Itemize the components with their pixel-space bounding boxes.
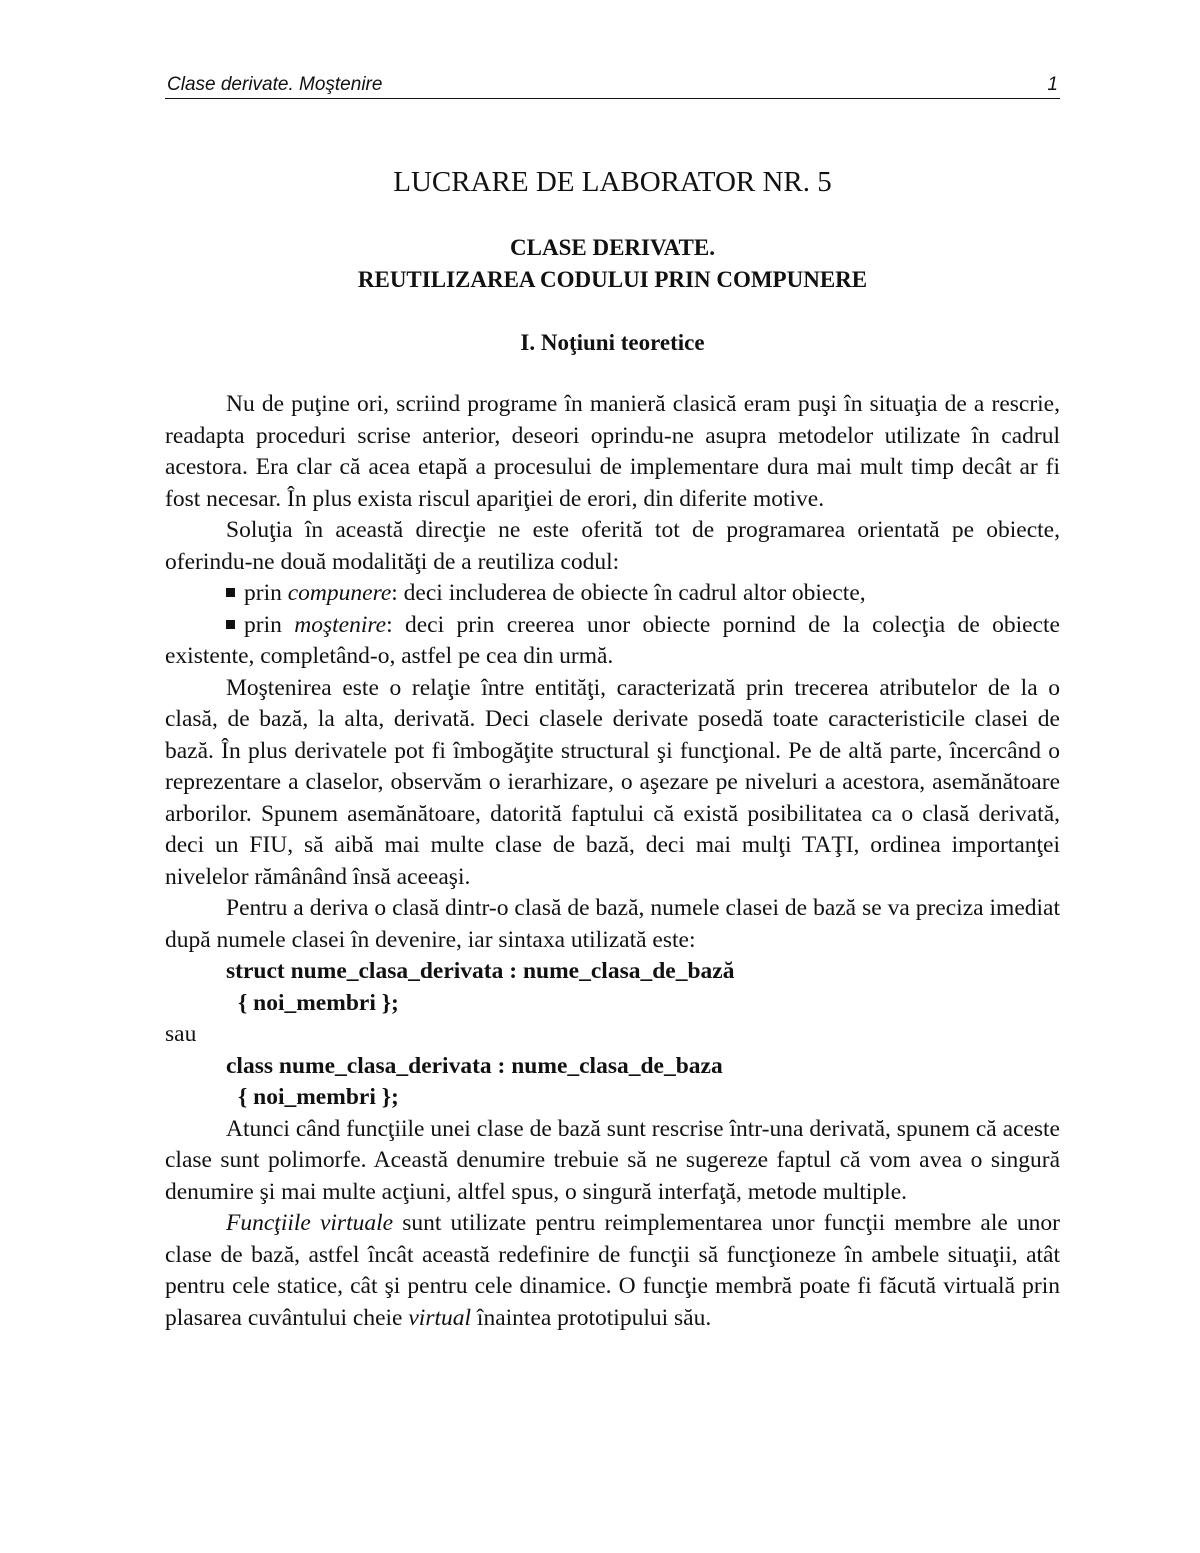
bullet-square-icon: [226, 620, 235, 629]
bullet-square-icon: [226, 588, 235, 597]
page-number: 1: [1047, 74, 1058, 95]
code-class-line-1: class nume_clasa_derivata : nume_clasa_de_baza: [226, 1052, 723, 1079]
section-heading: I. Noţiuni teoretice: [520, 330, 705, 355]
keyword-virtual: virtual: [408, 1304, 472, 1331]
bullet-compunere: prin compunere: deci includerea de obiecte în cadrul altor obiecte,: [165, 578, 1060, 610]
code-struct-line-1: struct nume_clasa_derivata : nume_clasa_de_bază: [226, 958, 735, 984]
sau-text: sau: [165, 1021, 197, 1047]
code-struct-line-2: { noi_membri };: [238, 989, 399, 1016]
lab-title: LUCRARE DE LABORATOR NR. 5: [393, 166, 832, 198]
subtitle-line-2: REUTILIZAREA CODULUI PRIN COMPUNERE: [357, 267, 868, 292]
term-compunere: compunere: [287, 580, 392, 606]
paragraph-6: Funcţiile virtuale sunt utilizate pentru reimplementarea unor funcţii membre ale unor clase de bază, astfel încât această redefinire de funcţii să funcţioneze în ambele situaţii, atât pentru cele statice, cât şi pentru cele dinamice. O funcţie membră poate fi făcută virtuală prin plasarea cuvântului cheie virtual înaintea prototipului său.: [165, 1210, 1060, 1331]
code-class-line-2: { noi_membri };: [238, 1084, 399, 1110]
chapter-subtitle: [165, 232, 1060, 296]
paragraph-2: Soluţia în această direcţie ne este oferită tot de programarea orientată pe obiecte, oferindu-ne două modalităţi de a reutiliza codul:: [165, 517, 1060, 575]
subtitle-line-1: CLASE DERIVATE.: [510, 235, 715, 260]
paragraph-3: Moştenirea este o relaţie între entităţi, caracterizată prin trecerea atributelor de la o clasă, de bază, la alta, derivată. Deci clasele derivate posedă toate caracteristicile clasei de bază. În plus derivatele pot fi îmbogăţite structural şi funcţional. Pe de altă parte, încercând o reprezentare a claselor, observăm o ierarhizare, o aşezare pe niveluri a acestora, asemănătoare arborilor. Spunem asemănătoare, datorită faptului că există posibilitatea ca o clasă derivată, deci un FIU, să aibă mai multe clase de bază, deci mai mulţi TAŢI, ordinea importanţei nivelelor rămânând însă aceeaşi.: [165, 674, 1060, 890]
term-mostenire: moştenire: [294, 611, 387, 638]
body-text: [165, 389, 1060, 1334]
term-functii-virtuale: Funcţiile virtuale: [226, 1210, 394, 1236]
paragraph-5: Atunci când funcţiile unei clase de bază sunt rescrise într-una derivată, spunem că aceste clase sunt polimorfe. Această denumire trebuie să ne sugereze faptul că vom avea o singură denumire şi mai multe acţiuni, altfel spus, o singură interfaţă, metode multiple.: [165, 1115, 1060, 1205]
paragraph-4: Pentru a deriva o clasă dintr-o clasă de bază, numele clasei de bază se va preciza imediat după numele clasei în devenire, iar sintaxa utilizată este:: [165, 895, 1060, 953]
bullet-mostenire: prin moştenire: deci prin creerea unor obiecte pornind de la colecţia de obiecte existente, completând-o, astfel pe cea din urmă.: [165, 611, 1060, 669]
paragraph-1: Nu de puţine ori, scriind programe în manieră clasică eram puşi în situaţia de a rescrie, readapta proceduri scrise anterior, deseori oprindu-ne asupra metodelor utilizate în cadrul acestora. Era clar că acea etapă a procesului de implementare dura mai mult timp decât ar fi fost necesar. În plus exista riscul apariţiei de erori, din diferite motive.: [165, 391, 1060, 512]
running-header: [165, 72, 1060, 99]
header-title: Clase derivate. Moştenire: [167, 74, 383, 95]
